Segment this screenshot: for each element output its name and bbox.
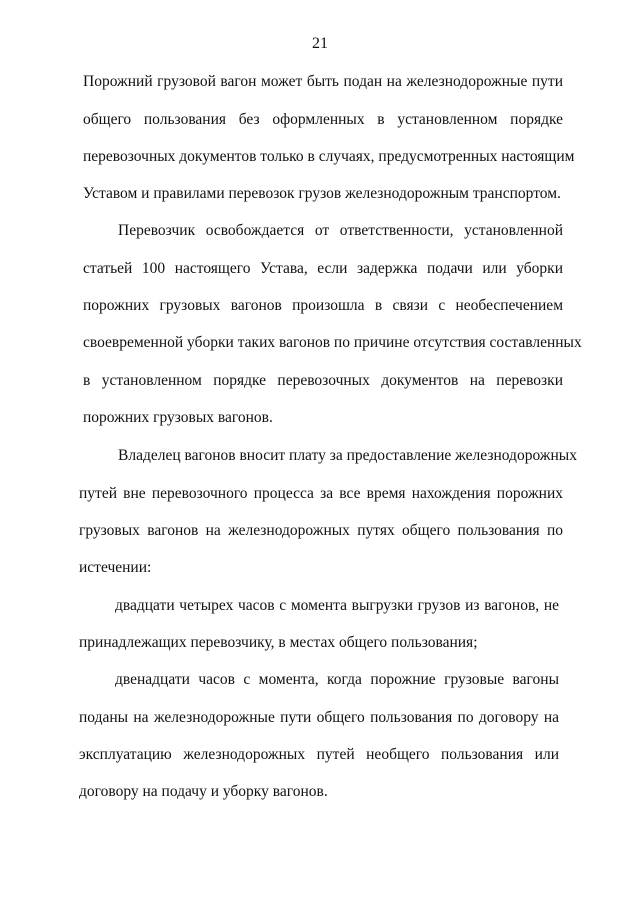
paragraph-3-line-4: истечении: <box>79 559 152 576</box>
paragraph-4-line-1: двадцати четырех часов с момента выгрузки грузов из вагонов, не <box>115 597 559 614</box>
paragraph-1-line-3: перевозочных документов только в случаях, предусмотренных настоящим <box>83 148 575 165</box>
paragraph-2-line-3: порожних грузовых вагонов произошла в связи с необеспечением <box>83 297 563 314</box>
page-number: 21 <box>312 35 328 52</box>
paragraph-1-line-2: общего пользования без оформленных в установленном порядке <box>83 111 563 128</box>
paragraph-2-line-6: порожних грузовых вагонов. <box>83 409 273 426</box>
paragraph-5-line-4: договору на подачу и уборку вагонов. <box>79 783 328 800</box>
paragraph-5-line-2: поданы на железнодорожные пути общего пользования по договору на <box>79 709 559 726</box>
paragraph-4-line-2: принадлежащих перевозчику, в местах общего пользования; <box>79 634 478 651</box>
paragraph-2-line-5: в установленном порядке перевозочных документов на перевозки <box>83 372 563 389</box>
paragraph-3-line-2: путей вне перевозочного процесса за все время нахождения порожних <box>79 485 563 502</box>
paragraph-5-line-3: эксплуатацию железнодорожных путей необщего пользования или <box>79 746 559 763</box>
paragraph-3-line-1: Владелец вагонов вносит плату за предоставление железнодорожных <box>118 447 577 464</box>
paragraph-2-line-2: статьей 100 настоящего Устава, если задержка подачи или уборки <box>83 260 563 277</box>
paragraph-2-line-4: своевременной уборки таких вагонов по причине отсутствия составленных <box>83 334 582 351</box>
paragraph-2-line-1: Перевозчик освобождается от ответственности, установленной <box>118 222 563 239</box>
paragraph-5-line-1: двенадцати часов с момента, когда порожние грузовые вагоны <box>115 671 559 688</box>
paragraph-1-line-4: Уставом и правилами перевозок грузов железнодорожным транспортом. <box>83 185 561 202</box>
paragraph-3-line-3: грузовых вагонов на железнодорожных путях общего пользования по <box>79 522 563 539</box>
paragraph-1-line-1: Порожний грузовой вагон может быть подан на железнодорожные пути <box>83 73 563 90</box>
